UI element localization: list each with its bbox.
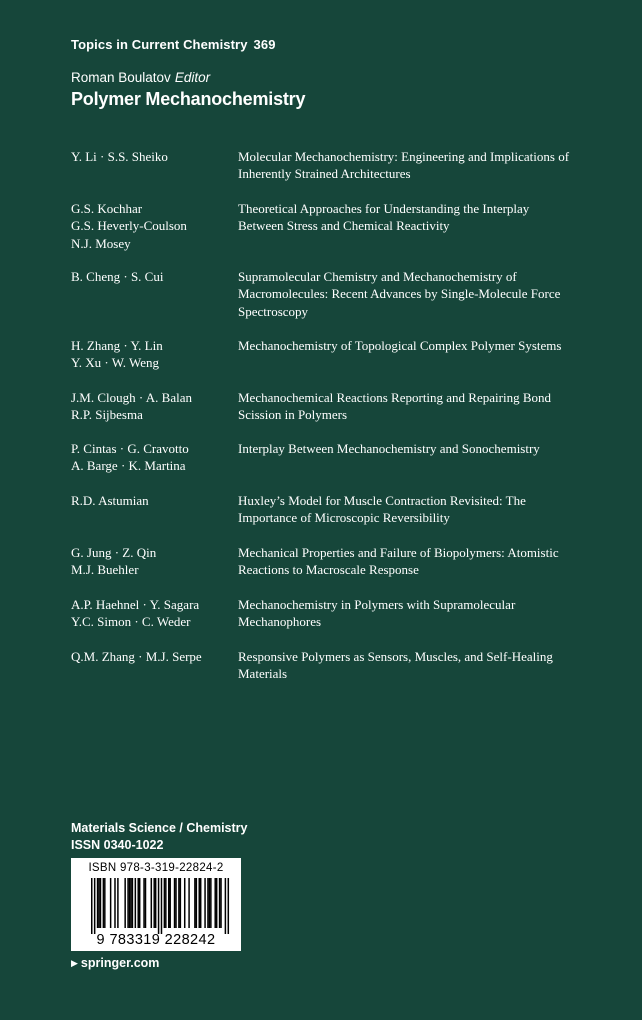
barcode-bar [97,878,99,928]
barcode-number: 9 783319 228242 [96,932,216,948]
author-line: A.P. Haehnel · Y. Sagara [71,597,200,612]
editor-line [71,70,210,85]
website-label: springer.com [80,956,160,970]
barcode-bars [79,878,233,934]
barcode-bar [91,878,93,934]
book-title: Polymer Mechanochemistry [71,89,306,109]
author-line: J.M. Clough · A. Balan [71,390,192,405]
title-line: Mechanophores [238,614,322,630]
entry-authors [71,389,231,424]
barcode-bar [110,878,112,928]
author-line: Y. Li · S.S. Sheiko [71,149,168,164]
author-line: R.D. Astumian [71,493,149,508]
title-line: Reactions to Macroscale Response [238,562,419,578]
barcode-bar [155,878,157,928]
barcode-bar [174,878,176,928]
author-line: Y.C. Simon · C. Weder [71,614,191,630]
author-line: G. Jung · Z. Qin [71,545,157,560]
barcode-bar [169,878,171,928]
author-line: G.S. Heverly-Coulson [71,218,187,234]
barcode-bar [180,878,182,928]
entry-authors [71,268,231,285]
title-line: Mechanochemical Reactions Reporting and Repairing Bond [238,390,551,405]
barcode-bar [207,878,209,928]
right-triangle-icon: ▶ [71,958,78,968]
barcode-bar [132,878,134,928]
author-line: Y. Xu · W. Weng [71,355,160,371]
title-line: Mechanical Properties and Failure of Biopolymers: Atomistic [238,545,559,560]
title-line: Materials [238,666,288,682]
entry-authors [71,337,231,372]
barcode-bar [137,878,139,928]
title-line: Between Stress and Chemical Reactivity [238,218,450,234]
barcode-bar [164,878,166,928]
barcode-bar [216,878,218,928]
barcode-bar [127,878,129,928]
barcode-bar [204,878,206,928]
barcode-bar [130,878,132,928]
author-line: P. Cintas · G. Cravotto [71,441,189,456]
author-line: R.P. Sijbesma [71,407,143,423]
barcode [71,858,241,951]
entry-title [238,337,603,354]
author-line: M.J. Buehler [71,562,139,578]
barcode-bar [124,878,126,928]
series-line [71,37,276,52]
barcode-bar [129,878,131,928]
barcode-bar [139,878,141,928]
entry-authors [71,200,231,252]
barcode-bar [135,878,137,928]
title-line: Spectroscopy [238,303,309,319]
barcode-bar [175,878,177,928]
series-volume: 369 [253,37,276,52]
barcode-bar [196,878,198,928]
title-line: Theoretical Approaches for Understanding the Interplay [238,201,530,216]
barcode-bar [145,878,147,928]
author-line: H. Zhang · Y. Lin [71,338,163,353]
author-line: N.J. Mosey [71,235,131,251]
entry-title [238,389,603,424]
title-line: Molecular Mechanochemistry: Engineering and Implications of [238,149,570,164]
editor-name: Roman Boulatov [71,70,171,85]
barcode-bar [225,878,227,934]
author-line: B. Cheng · S. Cui [71,269,164,284]
entry-title [238,492,603,527]
publisher-website[interactable] [71,956,159,970]
barcode-bar [200,878,202,928]
barcode-bar [151,878,153,928]
barcode-bar [143,878,145,928]
editor-role: Editor [174,70,211,85]
entry-authors [71,492,231,509]
entry-title [238,544,603,579]
barcode-bar [219,878,221,928]
barcode-bar [194,878,196,928]
title-line: Supramolecular Chemistry and Mechanochemistry of [238,269,517,284]
barcode-bar [178,878,180,928]
series-name: Topics in Current Chemistry [71,37,248,52]
title-line: Huxley’s Model for Muscle Contraction Revisited: The [238,493,526,508]
title-line: Importance of Microscopic Reversibility [238,510,450,526]
barcode-bar [158,878,160,934]
barcode-bar [114,878,116,928]
barcode-bar [209,878,211,928]
entry-authors [71,596,231,631]
title-line: Mechanochemistry of Topological Complex Polymer Systems [238,338,562,353]
title-line: Scission in Polymers [238,407,348,423]
title-line: Macromolecules: Recent Advances by Single-Molecule Force [238,286,561,302]
barcode-bar [210,878,212,928]
barcode-bar [188,878,190,928]
entry-title [238,200,603,235]
entry-authors [71,648,231,665]
title-line: Mechanochemistry in Polymers with Supramolecular [238,597,516,612]
entry-authors [71,544,231,579]
entry-title [238,648,603,683]
barcode-bar [198,878,200,928]
issn-label: ISSN 0340-1022 [71,838,164,852]
barcode-bar [153,878,155,928]
entry-title [238,440,603,457]
entry-title [238,596,603,631]
barcode-bar [184,878,186,928]
author-line: A. Barge · K. Martina [71,458,186,474]
barcode-bar [165,878,167,928]
subject-block [71,820,247,854]
title-line: Responsive Polymers as Sensors, Muscles, and Self-Healing [238,649,553,664]
barcode-bar [117,878,119,928]
barcode-bar [161,878,163,934]
title-line: Inherently Strained Architectures [238,166,411,182]
author-line: G.S. Kochhar [71,201,143,216]
barcode-bar [104,878,106,928]
barcode-isbn: ISBN 978-3-319-22824-2 [88,862,224,874]
barcode-bar [94,878,96,934]
entry-title [238,148,603,183]
subject-label: Materials Science / Chemistry [71,821,248,835]
barcode-bar [214,878,216,928]
entry-authors [71,148,231,165]
barcode-bar [168,878,170,928]
barcode-bar [100,878,102,928]
barcode-bar [98,878,100,928]
barcode-bar [103,878,105,928]
entry-authors [71,440,231,475]
title-line: Interplay Between Mechanochemistry and Sonochemistry [238,441,540,456]
author-line: Q.M. Zhang · M.J. Serpe [71,649,202,664]
barcode-bar [228,878,230,934]
barcode-bar [220,878,222,928]
entry-title [238,268,603,320]
